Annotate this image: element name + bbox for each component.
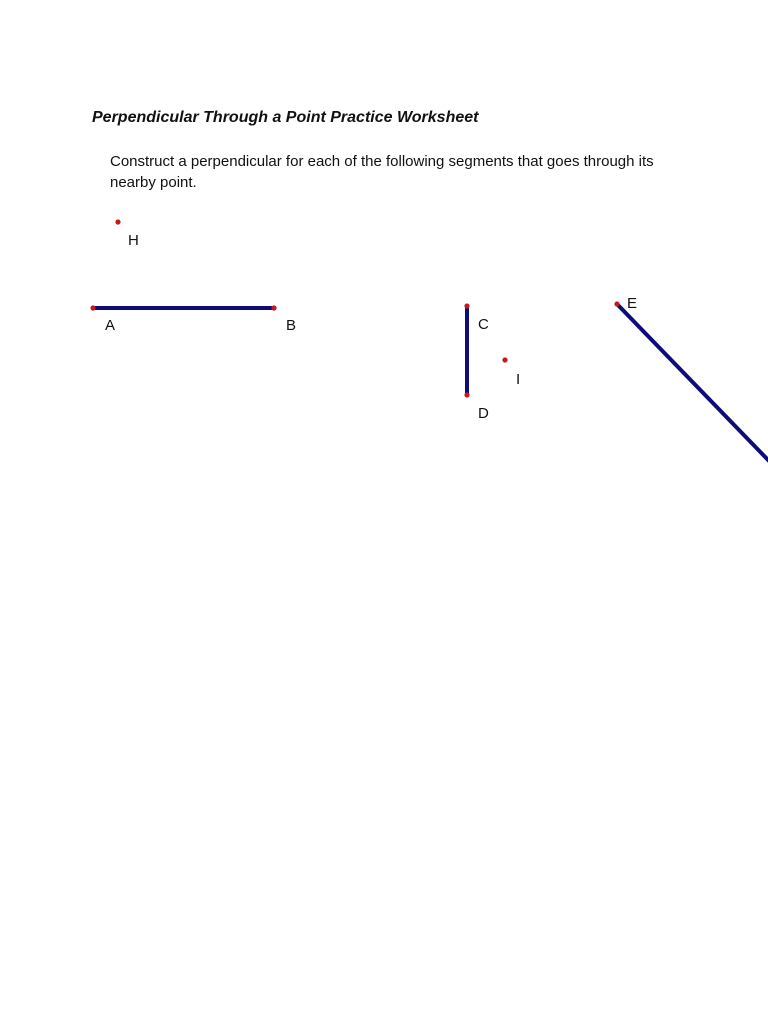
label-d: D (478, 405, 489, 422)
label-a: A (105, 317, 116, 334)
point-a[interactable] (90, 305, 95, 310)
label-c: C (478, 316, 489, 333)
label-h: H (128, 232, 139, 249)
segment-e[interactable] (617, 304, 768, 462)
point-e[interactable] (614, 301, 619, 306)
point-b[interactable] (271, 305, 276, 310)
point-i[interactable] (502, 357, 507, 362)
point-c[interactable] (464, 303, 469, 308)
point-h[interactable] (115, 219, 120, 224)
label-i: I (516, 371, 521, 388)
page-title: Perpendicular Through a Point Practice Worksheet (92, 109, 479, 126)
label-b: B (286, 317, 297, 334)
label-e: E (627, 295, 638, 312)
point-d[interactable] (464, 392, 469, 397)
instructions-text: Construct a perpendicular for each of the following segments that goes through its nearby point. (110, 153, 654, 191)
